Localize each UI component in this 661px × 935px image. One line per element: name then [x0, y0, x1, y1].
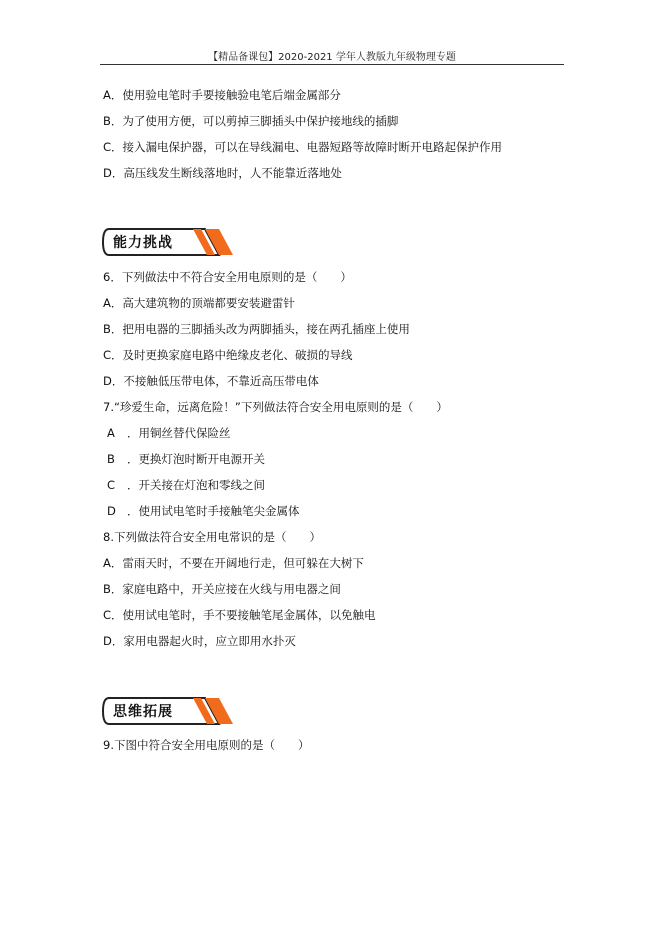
q5-option-b: B．为了使用方便，可以剪掉三脚插头中保护接地线的插脚 — [103, 114, 399, 128]
option-letter: B — [107, 452, 115, 466]
q7-option-b — [107, 451, 265, 467]
page-header: 【精品备课包】2020-2021 学年人教版九年级物理专题 — [208, 52, 456, 63]
q6-option-a: A．高大建筑物的顶端都要安装避雷针 — [103, 296, 295, 310]
q6-stem: 6．下列做法中不符合安全用电原则的是（ ） — [103, 270, 352, 284]
option-text: ．用铜丝替代保险丝 — [127, 426, 231, 440]
q5-option-c: C．接入漏电保护器，可以在导线漏电、电器短路等故障时断开电路起保护作用 — [103, 140, 503, 154]
section-label: 能力挑战 — [113, 235, 173, 251]
option-letter: A — [107, 426, 115, 440]
q6-option-b: B．把用电器的三脚插头改为两脚插头，接在两孔插座上使用 — [103, 322, 410, 336]
option-text: ．开关接在灯泡和零线之间 — [127, 478, 265, 492]
section-banner-ability — [101, 226, 231, 256]
q9-stem: 9.下图中符合安全用电原则的是（ ） — [103, 738, 310, 752]
header-rule — [100, 64, 564, 65]
q8-option-c: C．使用试电笔时，手不要接触笔尾金属体，以免触电 — [103, 608, 376, 622]
q8-stem: 8.下列做法符合安全用电常识的是（ ） — [103, 530, 321, 544]
option-letter: C — [107, 478, 116, 492]
q5-option-d: D．高压线发生断线落地时，人不能靠近落地处 — [103, 166, 342, 180]
q6-option-d: D．不接触低压带电体，不靠近高压带电体 — [103, 374, 319, 388]
q7-option-d — [107, 503, 300, 519]
q8-option-a: A．雷雨天时，不要在开阔地行走，但可躲在大树下 — [103, 556, 364, 570]
q6-option-c: C．及时更换家庭电路中绝缘皮老化、破损的导线 — [103, 348, 353, 362]
q8-option-d: D．家用电器起火时，应立即用水扑灭 — [103, 634, 296, 648]
section-banner-thinking — [101, 695, 231, 725]
q7-stem: 7.“珍爱生命，远离危险！”下列做法符合安全用电原则的是（ ） — [103, 400, 448, 414]
option-text: ．使用试电笔时手接触笔尖金属体 — [127, 504, 300, 518]
q7-option-c — [107, 477, 265, 493]
option-letter: D — [107, 504, 116, 518]
option-text: ．更换灯泡时断开电源开关 — [127, 452, 265, 466]
section-label: 思维拓展 — [113, 704, 173, 720]
q5-option-a: A．使用验电笔时手要接触验电笔后端金属部分 — [103, 88, 341, 102]
q8-option-b: B．家庭电路中，开关应接在火线与用电器之间 — [103, 582, 341, 596]
q7-option-a — [107, 425, 231, 441]
